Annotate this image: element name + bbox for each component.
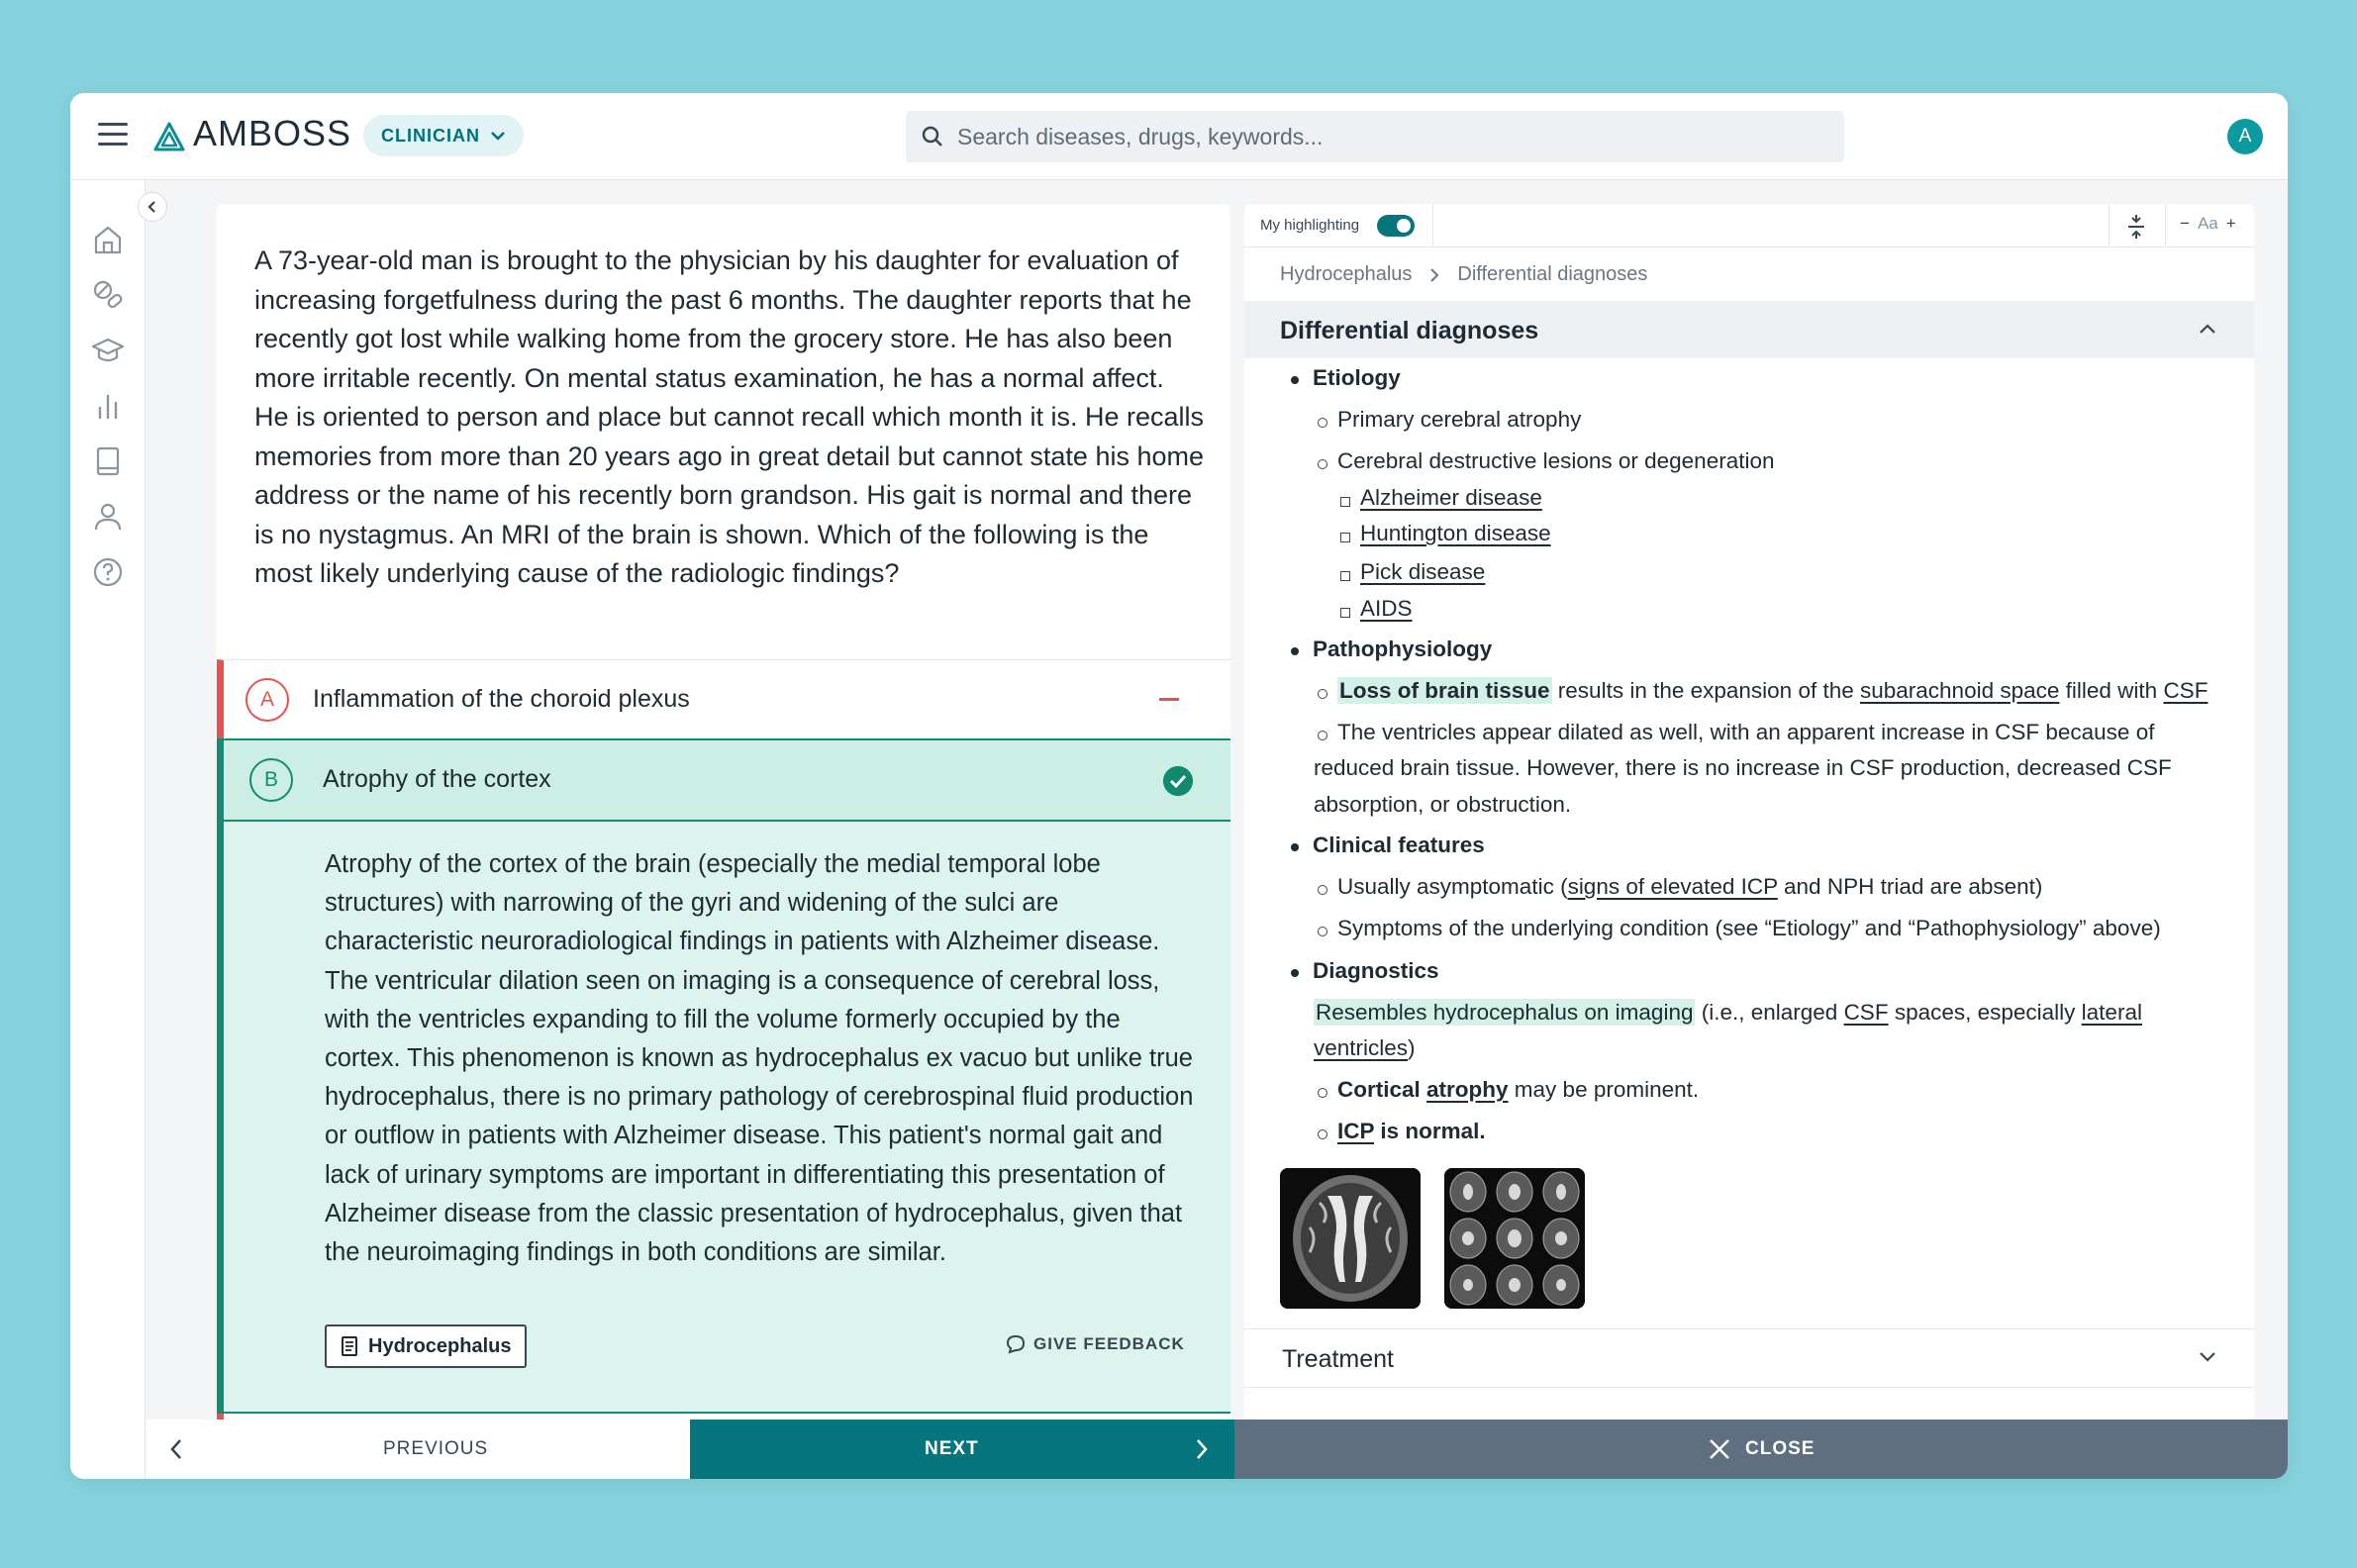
disease-link[interactable]: AIDS xyxy=(1360,596,1413,621)
user-avatar[interactable]: A xyxy=(2227,119,2263,154)
list-item xyxy=(1314,1000,2142,1026)
section-title: Treatment xyxy=(1282,1345,1395,1373)
font-size-label: Aa xyxy=(2197,214,2218,233)
section-header-treatment[interactable] xyxy=(1244,1328,2254,1388)
highlighting-toggle[interactable] xyxy=(1377,215,1415,237)
option-letter: A xyxy=(246,678,289,722)
chevron-left-icon xyxy=(169,1437,183,1461)
term-link[interactable]: ICP xyxy=(1337,1119,1375,1143)
disease-link[interactable]: Huntington disease xyxy=(1360,521,1551,545)
close-button[interactable] xyxy=(1234,1420,2288,1479)
search-bar[interactable] xyxy=(906,111,1844,162)
term-link[interactable]: atrophy xyxy=(1426,1077,1509,1102)
option-letter: B xyxy=(249,758,293,802)
list-item xyxy=(1337,874,2042,900)
correct-check-icon xyxy=(1163,766,1193,796)
highlighting-label: My highlighting xyxy=(1260,217,1360,234)
question-stem: A 73-year-old man is brought to the physician by his daughter for evaluation of increasing forgetfulness during the past 6 months. The daughter reports that he recently got lost while walking home from the grocery store. He has also been more irritable recently. On mental status examination, he has a normal affect. He is oriented to person and place but cannot recall which month it is. He recalls memories from more than 20 years ago in great detail but cannot state his home address or the name of his recently born grandson. His gait is normal and there is no nystagmus. An MRI of the brain is shown. Which of the following is the most likely underlying cause of the radiologic findings? xyxy=(254,245,1205,588)
text-run: Usually asymptomatic ( xyxy=(1337,874,1568,899)
user-icon[interactable] xyxy=(90,499,126,535)
answer-option-a[interactable] xyxy=(217,659,1230,738)
toolbar-divider xyxy=(2165,204,2166,247)
document-icon xyxy=(341,1335,358,1357)
option-label: Atrophy of the cortex xyxy=(323,765,551,793)
next-button[interactable] xyxy=(690,1420,1234,1479)
bar-chart-icon[interactable] xyxy=(90,388,126,424)
role-selector[interactable] xyxy=(363,115,524,156)
list-item: Primary cerebral atrophy xyxy=(1337,407,1582,432)
term-link[interactable]: signs of elevated ICP xyxy=(1567,874,1778,899)
list-item xyxy=(1337,1077,1699,1103)
breadcrumb-item[interactable]: Differential diagnoses xyxy=(1457,263,1648,285)
search-input[interactable] xyxy=(957,124,1809,150)
collapse-sidebar-button[interactable] xyxy=(138,192,167,222)
chevron-down-icon xyxy=(490,131,506,141)
amboss-logo-icon xyxy=(153,121,185,152)
book-icon[interactable] xyxy=(90,443,126,479)
list-item: Symptoms of the underlying condition (see “Etiology” and “Pathophysiology” above) xyxy=(1337,916,2161,940)
brand-name: AMBOSS xyxy=(193,113,352,153)
feedback-label: GIVE FEEDBACK xyxy=(1033,1334,1185,1353)
answer-option-b-expanded xyxy=(217,738,1230,1414)
highlighted-text: Loss of brain tissue xyxy=(1339,678,1550,703)
brain-mri-image xyxy=(1280,1168,1421,1309)
toolbar-divider xyxy=(2109,204,2110,247)
term-link[interactable]: subarachnoid space xyxy=(1860,678,2060,703)
font-decrease-button[interactable]: − xyxy=(2180,214,2190,233)
text-run: (i.e., enlarged xyxy=(1695,1000,1844,1025)
mri-series-thumbnail[interactable] xyxy=(1444,1168,1585,1309)
list-item-continued xyxy=(1314,1035,1416,1061)
term-link[interactable]: ventricles xyxy=(1314,1035,1409,1060)
font-increase-button[interactable]: + xyxy=(2225,214,2236,233)
term-link[interactable]: lateral xyxy=(2081,1000,2142,1025)
text-run: Cortical xyxy=(1337,1077,1427,1102)
text-run: results in the expansion of the xyxy=(1551,678,1860,703)
app-window xyxy=(70,93,2288,1479)
text-run: filled with xyxy=(2059,678,2164,703)
text-run: ) xyxy=(1408,1035,1416,1060)
list-heading: Pathophysiology xyxy=(1313,637,1493,661)
text-run: spaces, especially xyxy=(1888,1000,2082,1025)
list-item-continued: absorption, or obstruction. xyxy=(1314,792,1572,817)
close-icon xyxy=(1708,1437,1731,1461)
article-panel xyxy=(1244,204,2254,1420)
give-feedback-button[interactable] xyxy=(1006,1334,1185,1354)
previous-label: PREVIOUS xyxy=(383,1438,489,1459)
bottom-navigation-bar xyxy=(146,1420,2288,1479)
question-panel xyxy=(217,204,1230,1420)
list-item: Cerebral destructive lesions or degeneration xyxy=(1337,448,1775,473)
text-run: and NPH triad are absent) xyxy=(1777,874,2043,899)
article-link-label: Hydrocephalus xyxy=(368,1334,512,1357)
pill-icon[interactable] xyxy=(90,277,126,313)
chevron-left-icon xyxy=(147,200,158,214)
list-item xyxy=(1337,678,2208,704)
collapse-all-icon[interactable] xyxy=(2125,214,2147,240)
answer-explanation: Atrophy of the cortex of the brain (especially the medial temporal lobe structures) with narrowing of the gyri and widening of the sulci are characteristic neuroradiological findings in patients with Alzheimer disease. The ventricular dilation seen on imaging is a consequence of cerebral loss, with the ventricles expanding to fill the volume formerly occupied by the cortex. This phenomenon is known as hydrocephalus ex vacuo but unlike true hydrocephalus, there is no primary pathology of cerebrospinal fluid production or outflow in patients with Alzheimer disease. This patient's normal gait and lack of urinary symptoms are important in differentiating this presentation of Alzheimer disease from the classic presentation of hydrocephalus, given that the neuroimaging findings in both conditions are similar. xyxy=(325,850,1194,1267)
list-item-continued: reduced brain tissue. However, there is no increase in CSF production, decreased CSF xyxy=(1314,755,2172,780)
list-item xyxy=(1337,1119,1486,1144)
term-link[interactable]: CSF xyxy=(2163,678,2209,703)
disease-link[interactable]: Pick disease xyxy=(1360,559,1486,584)
list-heading: Diagnostics xyxy=(1313,958,1439,983)
chevron-up-icon xyxy=(2199,323,2216,335)
search-icon xyxy=(922,126,943,147)
brain-mri-grid-image xyxy=(1444,1168,1585,1309)
highlighted-text: Resembles hydrocephalus on imaging xyxy=(1316,1000,1694,1025)
close-label: CLOSE xyxy=(1745,1438,1816,1459)
article-toolbar xyxy=(1244,204,2254,247)
previous-button[interactable] xyxy=(146,1420,690,1479)
disease-link[interactable]: Alzheimer disease xyxy=(1360,485,1542,510)
breadcrumb xyxy=(1280,263,1647,286)
chevron-right-icon xyxy=(1195,1437,1209,1461)
left-sidebar xyxy=(70,180,146,1479)
chevron-right-icon xyxy=(1429,267,1439,283)
mri-thumbnail[interactable] xyxy=(1280,1168,1421,1309)
breadcrumb-item[interactable]: Hydrocephalus xyxy=(1280,263,1413,285)
toolbar-divider xyxy=(1432,204,1433,247)
graduation-cap-icon[interactable] xyxy=(90,333,126,368)
term-link[interactable]: CSF xyxy=(1843,1000,1889,1025)
font-size-control xyxy=(2180,214,2236,234)
speech-bubble-icon xyxy=(1006,1334,1026,1354)
menu-icon[interactable] xyxy=(98,123,128,148)
text-run: is normal. xyxy=(1374,1119,1486,1143)
article-link-button[interactable] xyxy=(325,1324,527,1368)
incorrect-icon xyxy=(1159,698,1179,701)
text-run: may be prominent. xyxy=(1508,1077,1700,1102)
list-heading: Clinical features xyxy=(1313,833,1485,857)
list-heading: Etiology xyxy=(1313,365,1401,390)
list-item: The ventricles appear dilated as well, with an apparent increase in CSF because of xyxy=(1337,720,2155,744)
chevron-down-icon xyxy=(2199,1351,2216,1363)
section-title: Differential diagnoses xyxy=(1280,317,1539,344)
help-icon[interactable] xyxy=(90,554,126,590)
option-label: Inflammation of the choroid plexus xyxy=(313,685,690,713)
answer-option-b[interactable] xyxy=(224,740,1230,822)
section-header-differential-diagnoses[interactable] xyxy=(1244,301,2254,358)
role-label: CLINICIAN xyxy=(381,125,480,146)
home-icon[interactable] xyxy=(90,222,126,257)
next-label: NEXT xyxy=(925,1438,979,1459)
top-header xyxy=(70,93,2288,180)
